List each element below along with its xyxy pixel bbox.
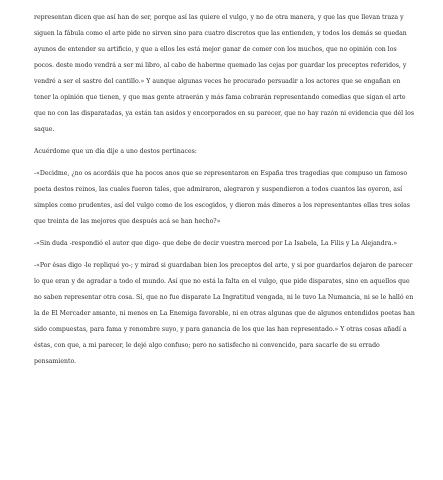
paragraph-4: -«Sin duda -respondió el autor que digo- que debe de decir vuestra merced por La Isabela, La Filis y La Alejandra.» (34, 240, 398, 247)
paragraph-5: -«Por ésas digo -le repliqué yo-; y mirad si guardaban bien los preceptos del arte, y si por guardarlos dejaron de parecer lo que eran y de agradar a todo el mundo. Así que no está la falta en el vulgo, que pide disparates, sino en aquellos que no saben representar otra cosa. Sí, que no fue disparate La Ingratitud vengada, ni le tuvo La Numancia, ni se le halló en la de El Mercader amante, ni menos en La Enemiga favorable, ni en otras algunas que de algunos entendidos poetas han sido compuestas, para fama y renombre suyo, y para ganancia de los que las han representado.» Y otras cosas añadí a éstas, con que, a mi parecer, le dejé algo confuso; pero no satisfecho ni convencido, para sacarle de su errado pensamiento. (34, 262, 415, 365)
paragraph-3: -«Decidme, ¿no os acordáis que ha pocos anos que se representaron en España tres tragedias que compuso un famoso poeta destos reinos, las cuales fueron tales, que admiraron, alegraron y suspendieron a todos cuantos las oyeron, así simples como prudentes, así del vulgo como de los escogidos, y dieron más dineros a los representantes ellas tres solas que treinta de las mejores que después acá se han hecho?» (34, 170, 410, 225)
paragraph-2: Acuérdome que un día dije a uno destos pertinaces: (34, 148, 197, 155)
paragraph-1: representan dicen que así han de ser, porque así las quiere el vulgo, y no de otra manera, y que las que llevan traza y siguen la fábula como el arte pide no sirven sino para cuatro discretos que las entienden, y todos los demás se quedan ayunos de entender su artificio, y que a ellos les está mejor ganar de comer con los muchos, que no opinión con los pocos. deste modo vendrá a ser mi libro, al cabo de haberme quemado las cejas por guardar los preceptos referidos, y vendré a ser el sastre del cantillo.» Y aunque algunas veces he procurado persuadir a los actores que se engañan en tener la opinión que tienen, y que mas gente atraerán y más fama cobrarán representando comedias que sigan el arte que no con las disparatadas, ya están tan asidos y encorporados en su parecer, que no hay razón ni evidencia que dél los saque. (34, 14, 414, 133)
